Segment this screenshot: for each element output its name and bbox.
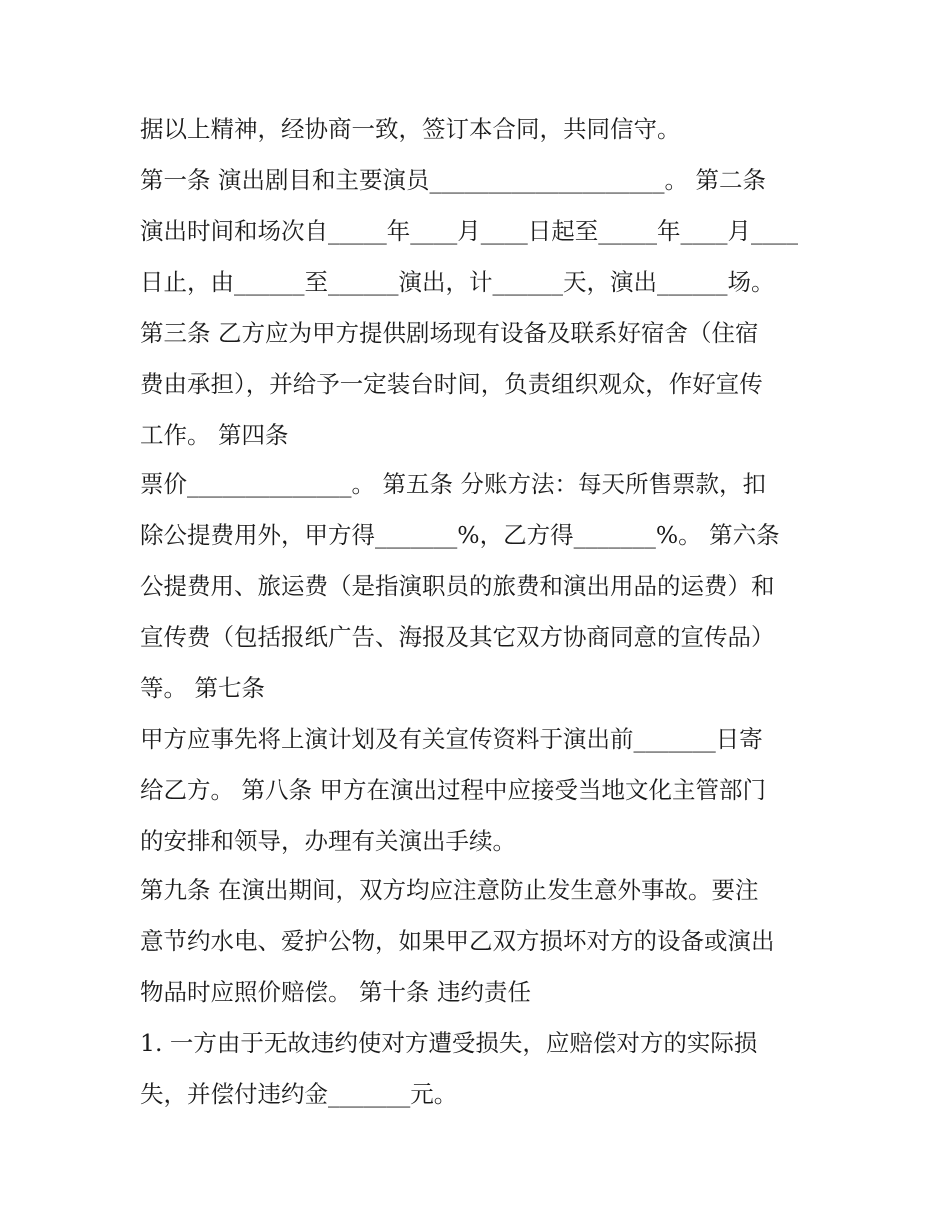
text-line: 失，并偿付违约金_______元。 xyxy=(140,1080,458,1108)
text-line: 甲方应事先将上演计划及有关宣传资料于演出前_______日寄 xyxy=(140,725,763,753)
text-line: 日止，由______至______演出，计______天，演出______场。 xyxy=(140,268,775,296)
text-line: 1. 一方由于无故违约使对方遭受损失，应赔偿对方的实际损 xyxy=(140,1029,758,1057)
text-line: 第一条 演出剧目和主要演员____________________。 第二条 xyxy=(140,166,766,194)
text-line: 等。 第七条 xyxy=(140,674,265,702)
text-line: 第三条 乙方应为甲方提供剧场现有设备及联系好宿舍（住宿 xyxy=(140,319,759,347)
text-line: 意节约水电、爱护公物，如果甲乙双方损坏对方的设备或演出 xyxy=(140,927,775,955)
text-line: 物品时应照价赔偿。 第十条 违约责任 xyxy=(140,978,531,1006)
text-line: 的安排和领导，办理有关演出手续。 xyxy=(140,827,516,855)
text-line: 演出时间和场次自_____年____月____日起至_____年____月____ xyxy=(140,217,798,245)
text-line: 宣传费（包括报纸广告、海报及其它双方协商同意的宣传品） xyxy=(140,623,775,651)
text-line: 第九条 在演出期间，双方均应注意防止发生意外事故。要注 xyxy=(140,876,759,904)
text-line: 票价______________。 第五条 分账方法：每天所售票款，扣 xyxy=(140,470,766,498)
text-line: 据以上精神，经协商一致，签订本合同，共同信守。 xyxy=(140,115,681,143)
text-line: 给乙方。 第八条 甲方在演出过程中应接受当地文化主管部门 xyxy=(140,776,766,804)
text-line: 除公提费用外，甲方得_______%，乙方得_______%。 第六条 xyxy=(140,521,780,549)
text-line: 费由承担），并给予一定装台时间，负责组织观众，作好宣传 xyxy=(140,370,763,398)
text-line: 公提费用、旅运费（是指演职员的旅费和演出用品的运费）和 xyxy=(140,572,775,600)
text-line: 工作。 第四条 xyxy=(140,421,289,449)
